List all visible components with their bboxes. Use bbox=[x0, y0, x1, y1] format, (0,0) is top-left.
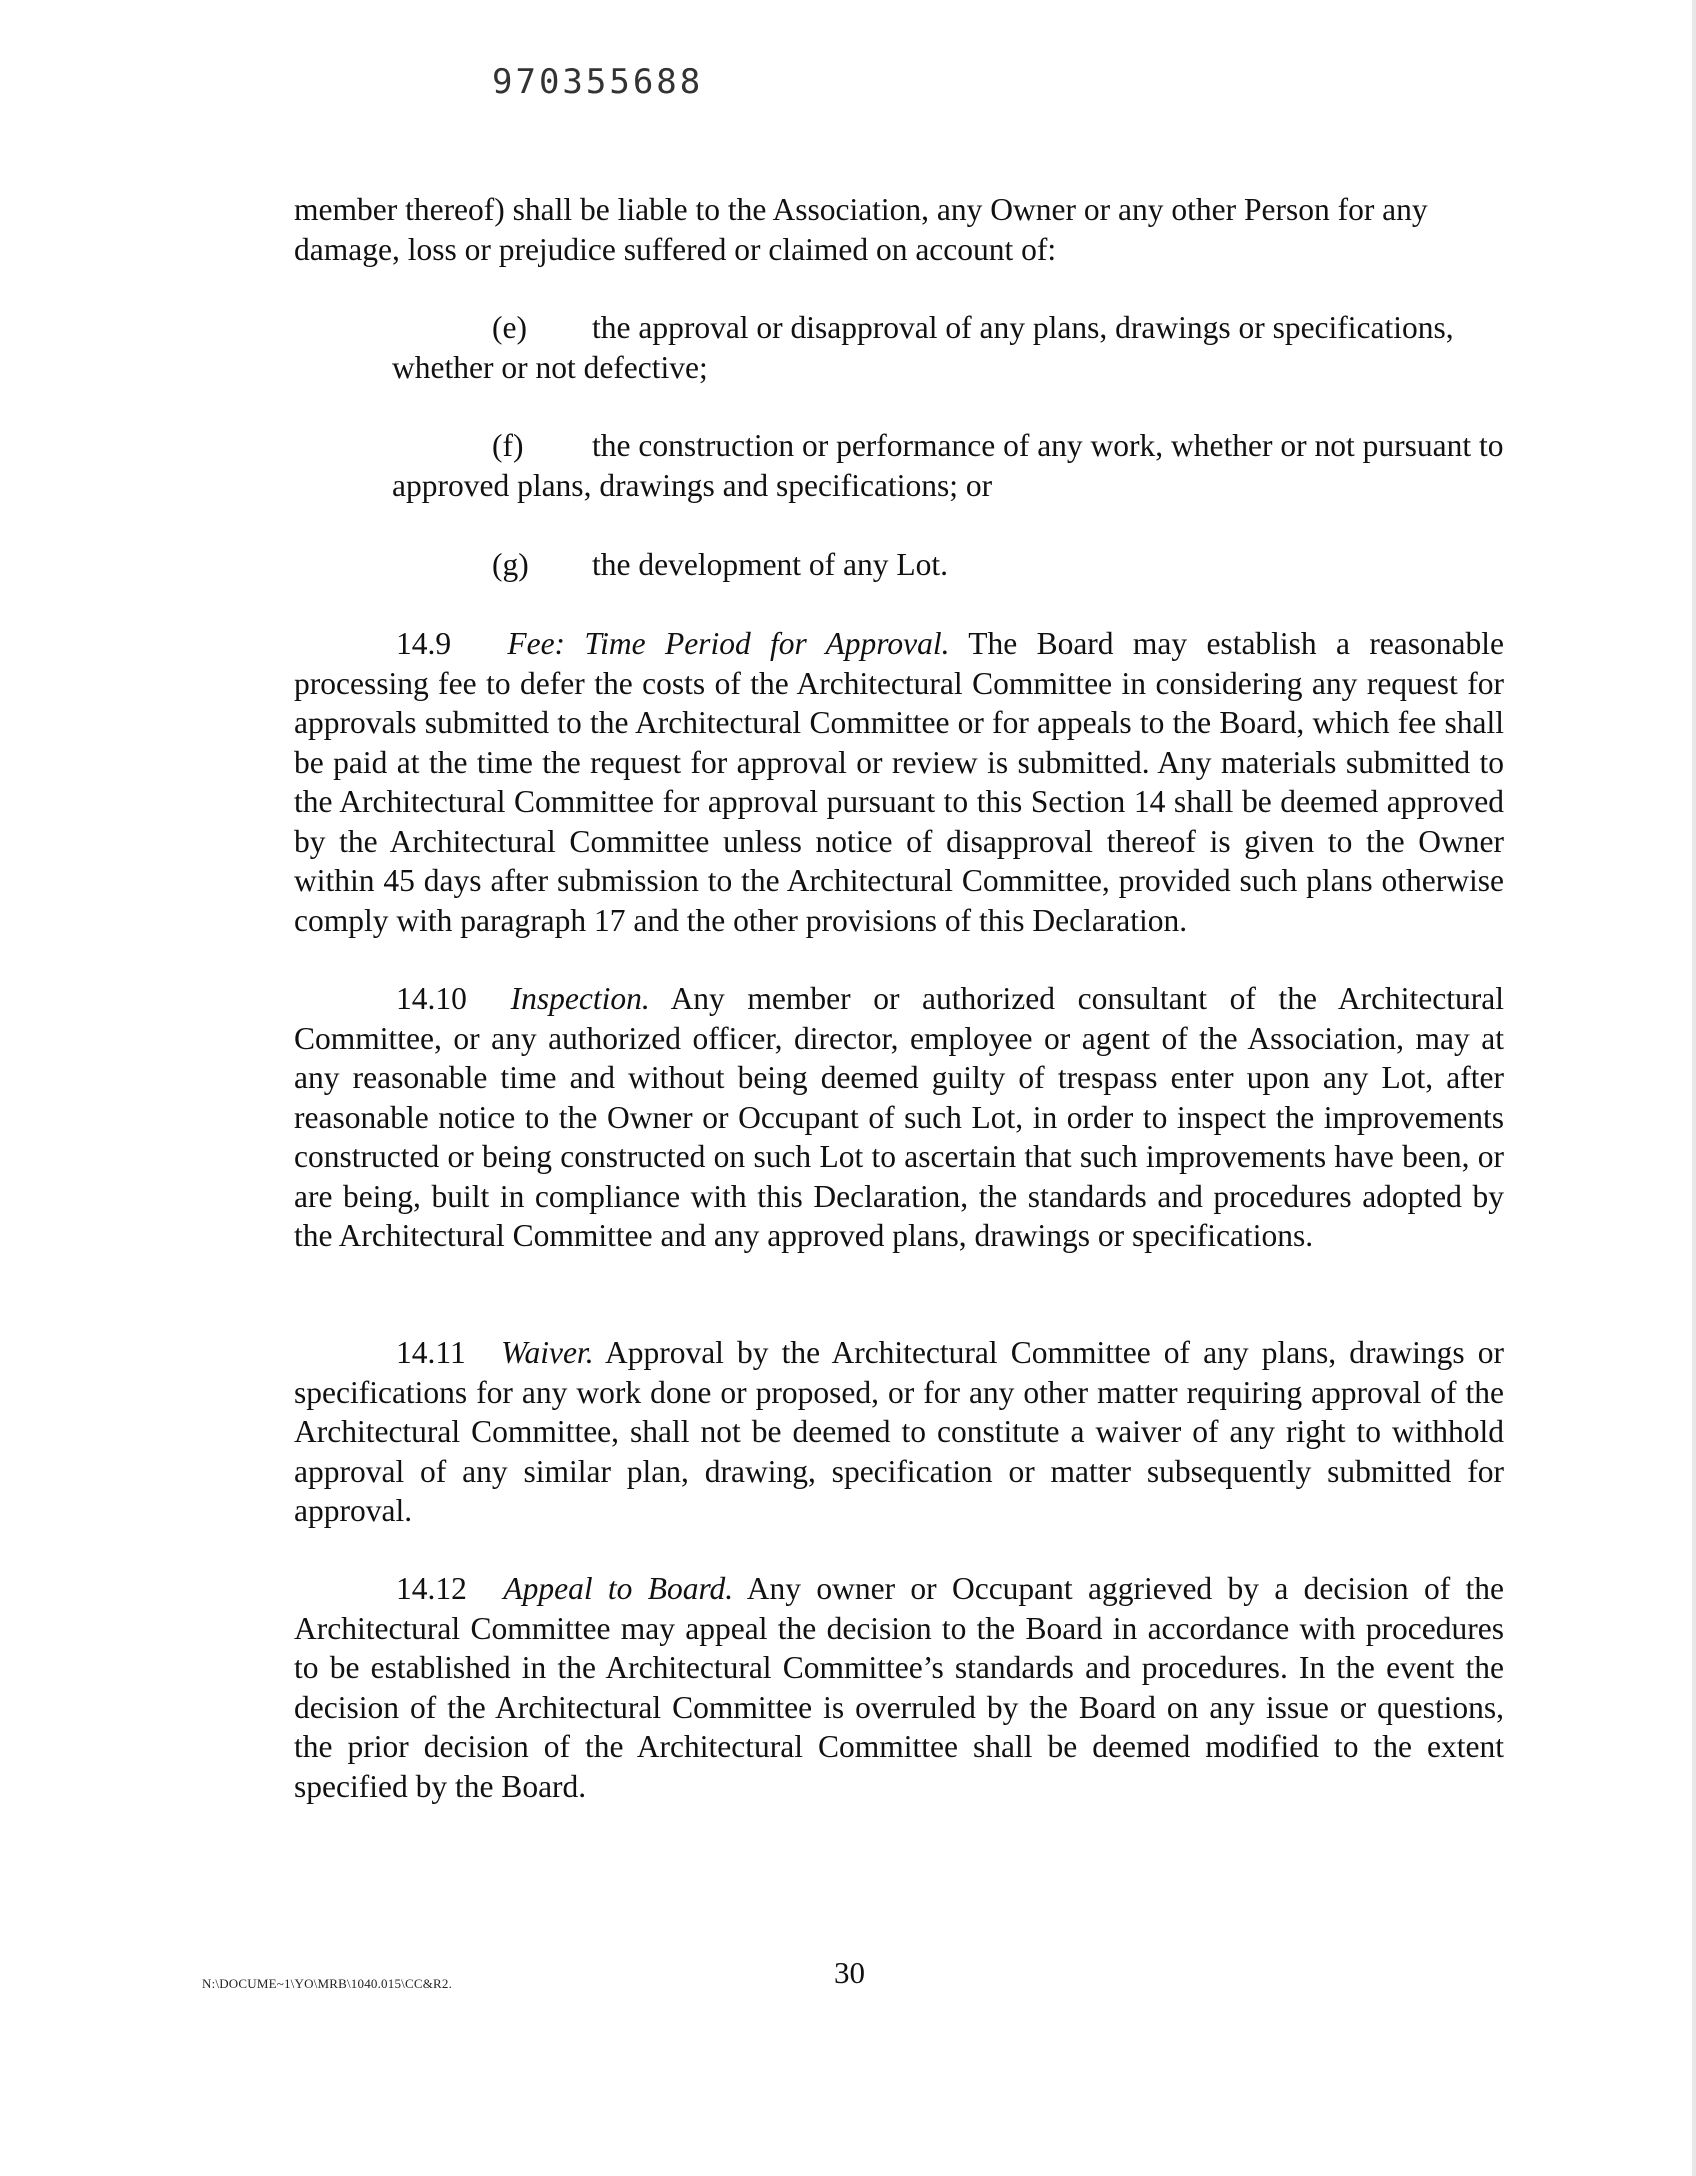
list-item-text: the development of any Lot. bbox=[592, 547, 949, 582]
intro-paragraph: member thereof) shall be liable to the Association, any Owner or any other Person for any damage, loss or prejudice suffered or claimed on account of: bbox=[294, 192, 1428, 267]
page-number: 30 bbox=[834, 1955, 865, 1990]
list-item-e bbox=[392, 308, 1504, 387]
section-text: Any member or authorized consultant of the Architectural Committee, or any authorized officer, director, employee or agent of the Association, may at any reasonable time and without being deemed guilty of trespass enter upon any Lot, after reasonable notice to the Owner or Occupant of such Lot, in order to inspect the improvements constructed or being constructed on such Lot to ascertain that such improvements have been, or are being, built in compliance with this Declaration, the standards and procedures adopted by the Architectural Committee and any approved plans, drawings or specifications. bbox=[294, 981, 1504, 1253]
section-text: Approval by the Architectural Committee of any plans, drawings or specifications for any work done or proposed, or for any other matter requiring approval of the Architectural Committee, shall not be deemed to constitute a waiver of any right to withhold approval of any similar plan, drawing, specification or matter subsequently submitted for approval. bbox=[294, 1335, 1505, 1528]
list-item-g bbox=[392, 545, 1504, 585]
section-14-9 bbox=[294, 624, 1504, 940]
list-item-label: (e) bbox=[492, 310, 527, 345]
section-title: Inspection. bbox=[510, 981, 650, 1016]
section-14-12 bbox=[294, 1569, 1504, 1806]
section-title: Waiver. bbox=[501, 1335, 594, 1370]
section-number: 14.11 bbox=[396, 1335, 466, 1370]
scan-edge-divider bbox=[1692, 0, 1696, 2176]
section-number: 14.9 bbox=[396, 626, 452, 661]
list-item-f bbox=[392, 426, 1504, 505]
section-title: Appeal to Board. bbox=[503, 1571, 734, 1606]
section-number: 14.12 bbox=[396, 1571, 467, 1606]
section-text: The Board may establish a reasonable processing fee to defer the costs of the Architectural Committee in considering any request for approvals submitted to the Architectural Committee or for appeals to the Board, which fee shall be paid at the time the request for approval or review is submitted. Any materials submitted to the Architectural Committee for approval pursuant to this Section 14 shall be deemed approved by the Architectural Committee unless notice of disapproval thereof is given to the Owner within 45 days after submission to the Architectural Committee, provided such plans otherwise comply with paragraph 17 and the other provisions of this Declaration. bbox=[294, 626, 1505, 938]
section-number: 14.10 bbox=[396, 981, 467, 1016]
section-title: Fee: Time Period for Approval. bbox=[507, 626, 950, 661]
list-item-label: (g) bbox=[492, 547, 529, 582]
document-stamp-number: 970355688 bbox=[492, 62, 704, 102]
section-14-11 bbox=[294, 1333, 1504, 1531]
list-item-text: the construction or performance of any work, whether or not pursuant to approved plans, drawings and specifications; or bbox=[392, 428, 1504, 503]
list-item-text: the approval or disapproval of any plans, drawings or specifications, whether or not defective; bbox=[392, 310, 1454, 385]
list-item-label: (f) bbox=[492, 428, 524, 463]
section-text: Any owner or Occupant aggrieved by a decision of the Architectural Committee may appeal the decision to the Board in accordance with procedures to be established in the Architectural Committee’s standards and procedures. In the event the decision of the Architectural Committee is overruled by the Board on any issue or questions, the prior decision of the Architectural Committee shall be deemed modified to the extent specified by the Board. bbox=[294, 1571, 1505, 1804]
section-14-10 bbox=[294, 979, 1504, 1256]
footer-file-path: N:\DOCUME~1\YO\MRB\1040.015\CC&R2. bbox=[202, 1976, 453, 1991]
